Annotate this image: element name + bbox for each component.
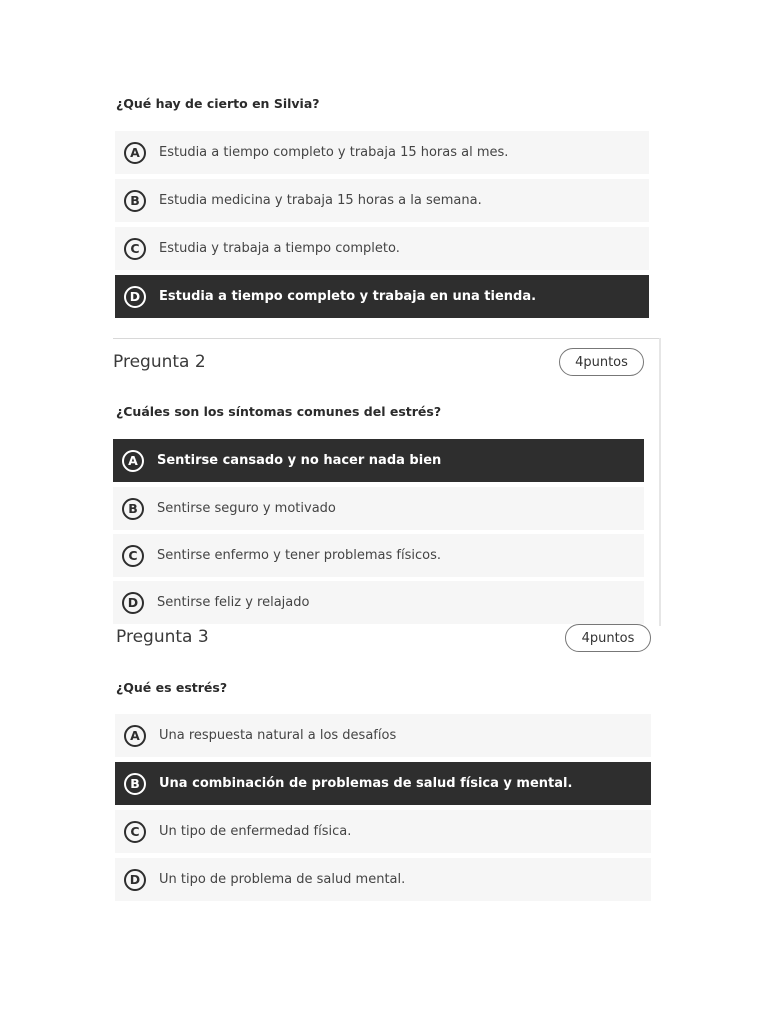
question-2-heading: Pregunta 2 (113, 352, 206, 372)
q3-option-c[interactable] (115, 810, 651, 853)
q2-option-b[interactable] (113, 487, 644, 530)
option-text: Estudia medicina y trabaja 15 horas a la semana. (159, 193, 482, 208)
option-letter-d: D (124, 286, 146, 308)
q3-option-b-selected[interactable] (115, 762, 651, 805)
section-divider (113, 338, 661, 339)
q1-option-b[interactable] (115, 179, 649, 222)
option-text: Una combinación de problemas de salud física y mental. (159, 776, 573, 791)
option-text: Estudia y trabaja a tiempo completo. (159, 241, 400, 256)
option-text: Una respuesta natural a los desafíos (159, 728, 397, 743)
option-text: Un tipo de problema de salud mental. (159, 872, 406, 887)
option-letter-d: D (122, 592, 144, 614)
q1-option-d-selected[interactable] (115, 275, 649, 318)
option-letter-a: A (124, 142, 146, 164)
question-3-text: ¿Qué es estrés? (116, 680, 228, 695)
q1-option-a[interactable] (115, 131, 649, 174)
q3-option-a[interactable] (115, 714, 651, 757)
points-badge: 4puntos (559, 348, 644, 376)
option-text: Estudia a tiempo completo y trabaja 15 horas al mes. (159, 145, 509, 160)
option-letter-c: C (124, 238, 146, 260)
option-text: Estudia a tiempo completo y trabaja en una tienda. (159, 289, 537, 304)
option-letter-b: B (122, 498, 144, 520)
q3-option-d[interactable] (115, 858, 651, 901)
q2-option-c[interactable] (113, 534, 644, 577)
option-letter-b: B (124, 773, 146, 795)
option-letter-d: D (124, 869, 146, 891)
option-letter-a: A (124, 725, 146, 747)
option-text: Un tipo de enfermedad física. (159, 824, 352, 839)
section-edge (659, 338, 661, 626)
option-text: Sentirse cansado y no hacer nada bien (157, 453, 442, 468)
option-text: Sentirse enfermo y tener problemas físicos. (157, 548, 442, 563)
option-letter-a: A (122, 450, 144, 472)
option-text: Sentirse seguro y motivado (157, 501, 336, 516)
option-letter-b: B (124, 190, 146, 212)
option-text: Sentirse feliz y relajado (157, 595, 310, 610)
question-1-text: ¿Qué hay de cierto en Silvia? (116, 96, 320, 111)
q1-option-c[interactable] (115, 227, 649, 270)
option-letter-c: C (122, 545, 144, 567)
option-letter-c: C (124, 821, 146, 843)
points-badge: 4puntos (565, 624, 651, 652)
question-3-heading: Pregunta 3 (116, 627, 209, 647)
q2-option-d[interactable] (113, 581, 644, 624)
question-2-text: ¿Cuáles son los síntomas comunes del estrés? (116, 404, 442, 419)
q2-option-a-selected[interactable] (113, 439, 644, 482)
